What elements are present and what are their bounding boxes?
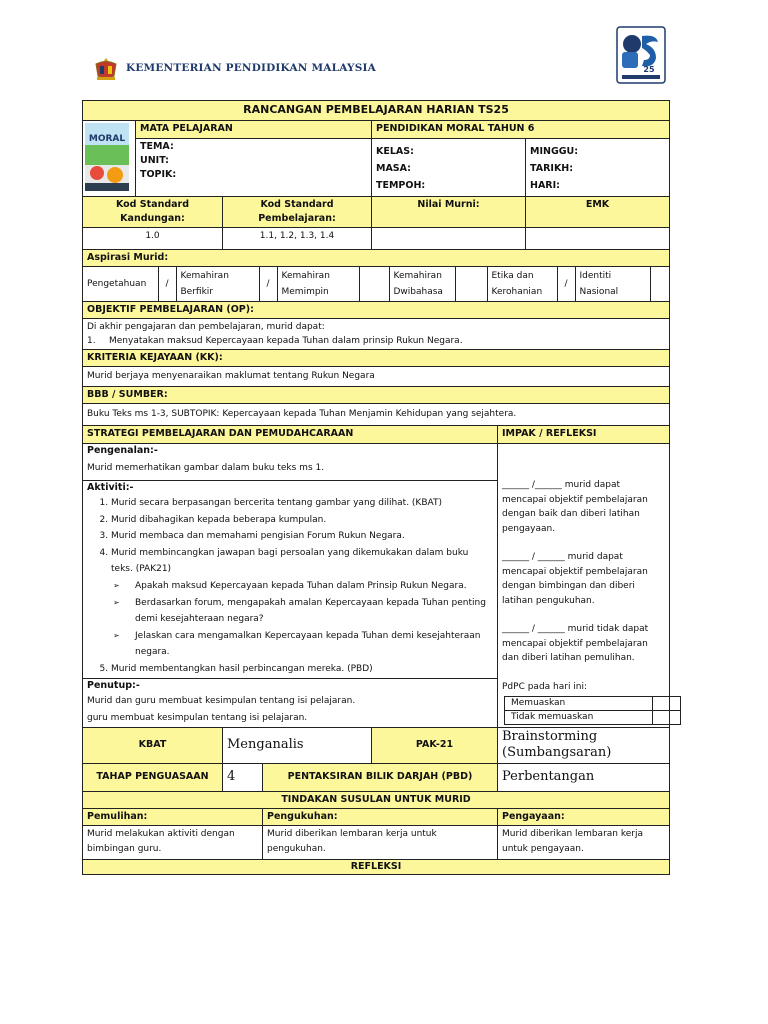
pemulihan-text: Murid melakukan aktiviti dengan bimbingan guru. <box>83 825 263 859</box>
op-item: 1. Menyatakan maksud Kepercayaan kepada Tuhan dalam prinsip Rukun Negara. <box>87 336 463 346</box>
penutup-label: Penutup:- <box>87 679 140 691</box>
bbb-label: BBB / SUMBER: <box>83 387 670 404</box>
aspirasi-mark: / <box>259 267 277 301</box>
pengukuhan-text: Murid diberikan lembaran kerja untuk pengukuhan. <box>263 825 498 859</box>
ksk-label: Kod Standard Kandungan: <box>83 197 223 228</box>
pdpc-option: Memuaskan <box>505 696 653 710</box>
aktiviti-sub-list <box>111 578 493 661</box>
emk-label: EMK <box>526 197 670 228</box>
malaysia-crest-icon <box>92 56 120 82</box>
textbook-cover <box>83 121 136 197</box>
pak21-value: Brainstorming (Sumbangsaran) <box>498 727 670 763</box>
aktiviti-item: 1. Murid secara berpasangan bercerita tentang gambar yang dilihat. (KBAT) <box>111 495 493 512</box>
impak-label: IMPAK / REFLEKSI <box>498 426 670 444</box>
tema-label: TEMA: <box>140 141 174 153</box>
ksp-value: 1.1, 1.2, 1.3, 1.4 <box>223 228 372 250</box>
aspirasi-mark <box>650 267 670 301</box>
plan-title: RANCANGAN PEMBELAJARAN HARIAN TS25 <box>83 101 670 121</box>
ksp-label: Kod Standard Pembelajaran: <box>223 197 372 228</box>
arrow-bullet-icon: ➢ <box>113 630 120 640</box>
pengayaan-text: Murid diberikan lembaran kerja untuk pengayaan. <box>498 825 670 859</box>
aspirasi-item: Kemahiran Memimpin <box>277 267 359 301</box>
aspirasi-grid <box>83 267 670 301</box>
pdpc-option: Tidak memuaskan <box>505 710 653 724</box>
kk-label: KRITERIA KEJAYAAN (KK): <box>83 350 670 367</box>
arrow-bullet-icon: ➢ <box>113 580 120 590</box>
pengayaan-label: Pengayaan: <box>498 808 670 825</box>
aktiviti-item: 2. Murid dibahagikan kepada beberapa kumpulan. <box>111 512 493 529</box>
nilai-label: Nilai Murni: <box>372 197 526 228</box>
tempoh-label: TEMPOH: <box>376 180 426 192</box>
aspirasi-item: Kemahiran Dwibahasa <box>389 267 455 301</box>
aspirasi-item: Pengetahuan <box>83 267 158 301</box>
masa-label: MASA: <box>376 163 411 175</box>
pengenalan-label: Pengenalan:- <box>87 445 158 456</box>
tindakan-label: TINDAKAN SUSULAN UNTUK MURID <box>83 791 670 808</box>
aktiviti-sub-item: ➢ Apakah maksud Kepercayaan kepada Tuhan dalam Prinsip Rukun Negara. <box>113 578 493 595</box>
aktiviti-sub-item: ➢ Berdasarkan forum, mengapakah amalan Kepercayaan kepada Tuhan penting demi kesejahteraan negara? <box>113 595 493 628</box>
strategi-label: STRATEGI PEMBELAJARAN DAN PEMUDAHCARAAN <box>83 426 498 444</box>
logo-number: 25 <box>643 65 655 74</box>
kelas-label: KELAS: <box>376 146 414 158</box>
ksk-value: 1.0 <box>83 228 223 250</box>
impak-para-3: ______ / ______ murid tidak dapat mencapai objektif pembelajaran dan diberi latihan pemulihan. <box>502 624 649 663</box>
aspirasi-mark: / <box>158 267 176 301</box>
aspirasi-mark <box>455 267 487 301</box>
aktiviti-sub-item: ➢ Jelaskan cara mengamalkan Kepercayaan kepada Tuhan demi kesejahteraan negara. <box>113 628 493 661</box>
kbat-label: KBAT <box>83 727 223 763</box>
lesson-plan-table <box>82 100 670 875</box>
nilai-value <box>372 228 526 250</box>
ministry-title: KEMENTERIAN PENDIDIKAN MALAYSIA <box>126 62 376 74</box>
tahap-value: 4 <box>223 763 263 791</box>
pdpc-table <box>504 696 681 725</box>
aspirasi-item: Kemahiran Berfikir <box>176 267 259 301</box>
pbd-value: Perbentangan <box>498 763 670 791</box>
emk-value <box>526 228 670 250</box>
lesson-plan-document <box>82 100 669 875</box>
textbook-cover-icon <box>85 123 129 191</box>
pdpc-checkbox[interactable] <box>653 696 681 710</box>
impak-para-2: ______ / ______ murid dapat mencapai objektif pembelajaran dengan bimbingan dan diberi latihan pengukuhan. <box>502 552 648 606</box>
impak-para-1: ______ /______ murid dapat mencapai objektif pembelajaran dengan baik dan diberi latihan pengayaan. <box>502 480 648 534</box>
pdpc-checkbox[interactable] <box>653 710 681 724</box>
pbd-label: PENTAKSIRAN BILIK DARJAH (PBD) <box>263 763 498 791</box>
minggu-label: MINGGU: <box>530 146 579 158</box>
aspirasi-label: Aspirasi Murid: <box>83 250 670 267</box>
bbb-text: Buku Teks ms 1-3, SUBTOPIK: Kepercayaan kepada Tuhan Menjamin Kehidupan yang sejahtera. <box>83 404 670 426</box>
pengukuhan-label: Pengukuhan: <box>263 808 498 825</box>
subject-value: PENDIDIKAN MORAL TAHUN 6 <box>372 121 670 139</box>
kk-text: Murid berjaya menyenaraikan maklumat tentang Rukun Negara <box>83 367 670 387</box>
aspirasi-mark <box>359 267 389 301</box>
penutup-text-1: Murid dan guru membuat kesimpulan tentang isi pelajaran. <box>87 695 356 706</box>
hari-label: HARI: <box>530 180 560 192</box>
tarikh-label: TARIKH: <box>530 163 574 175</box>
op-intro: Di akhir pengajaran dan pembelajaran, murid dapat: <box>87 322 325 332</box>
arrow-bullet-icon: ➢ <box>113 597 120 607</box>
pdpc-label: PdPC pada hari ini: <box>502 681 588 692</box>
subject-label: MATA PELAJARAN <box>136 121 372 139</box>
aktiviti-list <box>87 495 493 678</box>
pengenalan-text: Murid memerhatikan gambar dalam buku teks ms 1. <box>87 463 325 473</box>
cover-title: MORAL <box>88 134 126 144</box>
op-label: OBJEKTIF PEMBELAJARAN (OP): <box>83 302 670 319</box>
unit-label: UNIT: <box>140 155 169 167</box>
ts25-logo-icon <box>616 26 666 84</box>
pak21-label: PAK-21 <box>372 727 498 763</box>
aktiviti-item: 4. Murid membincangkan jawapan bagi persoalan yang dikemukakan dalam buku teks. (PAK21) ➢ Apakah maksud Kepercayaan kepada Tuhan dalam Prinsip Rukun Negara. ➢ Berdasarkan forum, mengapakah amalan Kepercayaan kepada Tuhan penting demi kesejahteraan negara? ➢ Jelaskan cara mengamalkan Kepercayaan kepada Tuhan demi kesejahteraan negara. <box>111 545 493 661</box>
aspirasi-item: Identiti Nasional <box>575 267 650 301</box>
pemulihan-label: Pemulihan: <box>83 808 263 825</box>
aktiviti-label: Aktiviti:- <box>87 482 134 493</box>
kbat-value: Menganalis <box>223 727 372 763</box>
aktiviti-item: 5. Murid membentangkan hasil perbincangan mereka. (PBD) <box>111 661 493 678</box>
topik-label: TOPIK: <box>140 169 177 181</box>
aspirasi-mark: / <box>557 267 575 301</box>
aspirasi-item: Etika dan Kerohanian <box>487 267 557 301</box>
aktiviti-item: 3. Murid membaca dan memahami pengisian Forum Rukun Negara. <box>111 528 493 545</box>
refleksi-label: REFLEKSI <box>83 859 670 874</box>
penutup-text-2: guru membuat kesimpulan tentang isi pelajaran. <box>87 712 308 723</box>
tahap-label: TAHAP PENGUASAAN <box>83 763 223 791</box>
